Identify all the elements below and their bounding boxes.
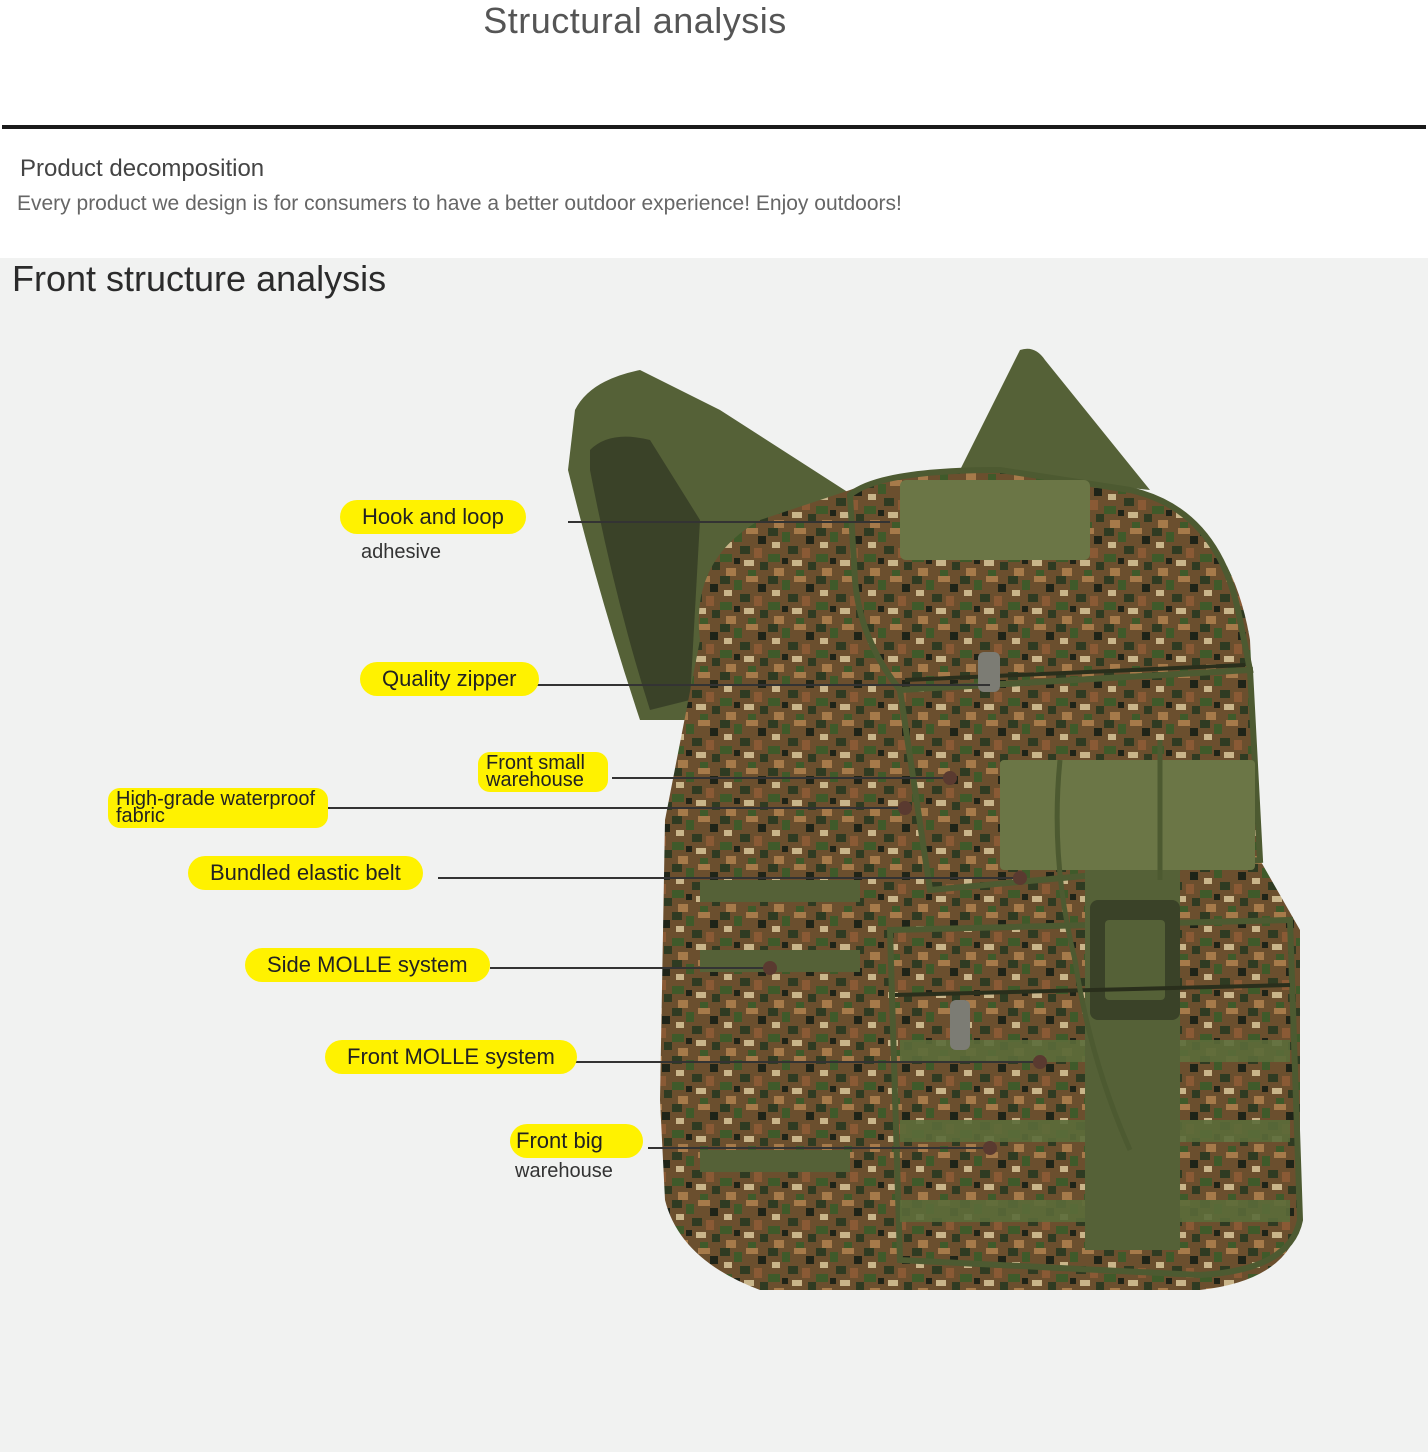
callout-front-big-warehouse-sub: warehouse [515, 1160, 613, 1182]
callout-quality-zipper: Quality zipper [360, 662, 539, 696]
callout-front-molle: Front MOLLE system [325, 1040, 577, 1074]
callout-front-big-warehouse: Front big [510, 1124, 643, 1158]
callout-hook-loop: Hook and loop [340, 500, 526, 534]
hook-loop-patch [900, 480, 1090, 560]
intro-title: Product decomposition [20, 155, 265, 182]
callout-side-molle: Side MOLLE system [245, 948, 490, 982]
front-structure-title: Front structure analysis [12, 258, 387, 299]
intro-description: Every product we design is for consumers to have a better outdoor experience! Enjoy outdoors! [17, 192, 902, 215]
callout-waterproof-fabric: High-grade waterproof fabric [108, 788, 328, 828]
zipper-pull-icon [978, 652, 1000, 692]
side-panel [665, 760, 870, 1200]
page-title: Structural analysis [483, 0, 787, 41]
callout-elastic-belt: Bundled elastic belt [188, 856, 423, 890]
callout-hook-loop-sub: adhesive [361, 541, 442, 563]
callout-front-small-warehouse: Front small warehouse [478, 752, 608, 792]
